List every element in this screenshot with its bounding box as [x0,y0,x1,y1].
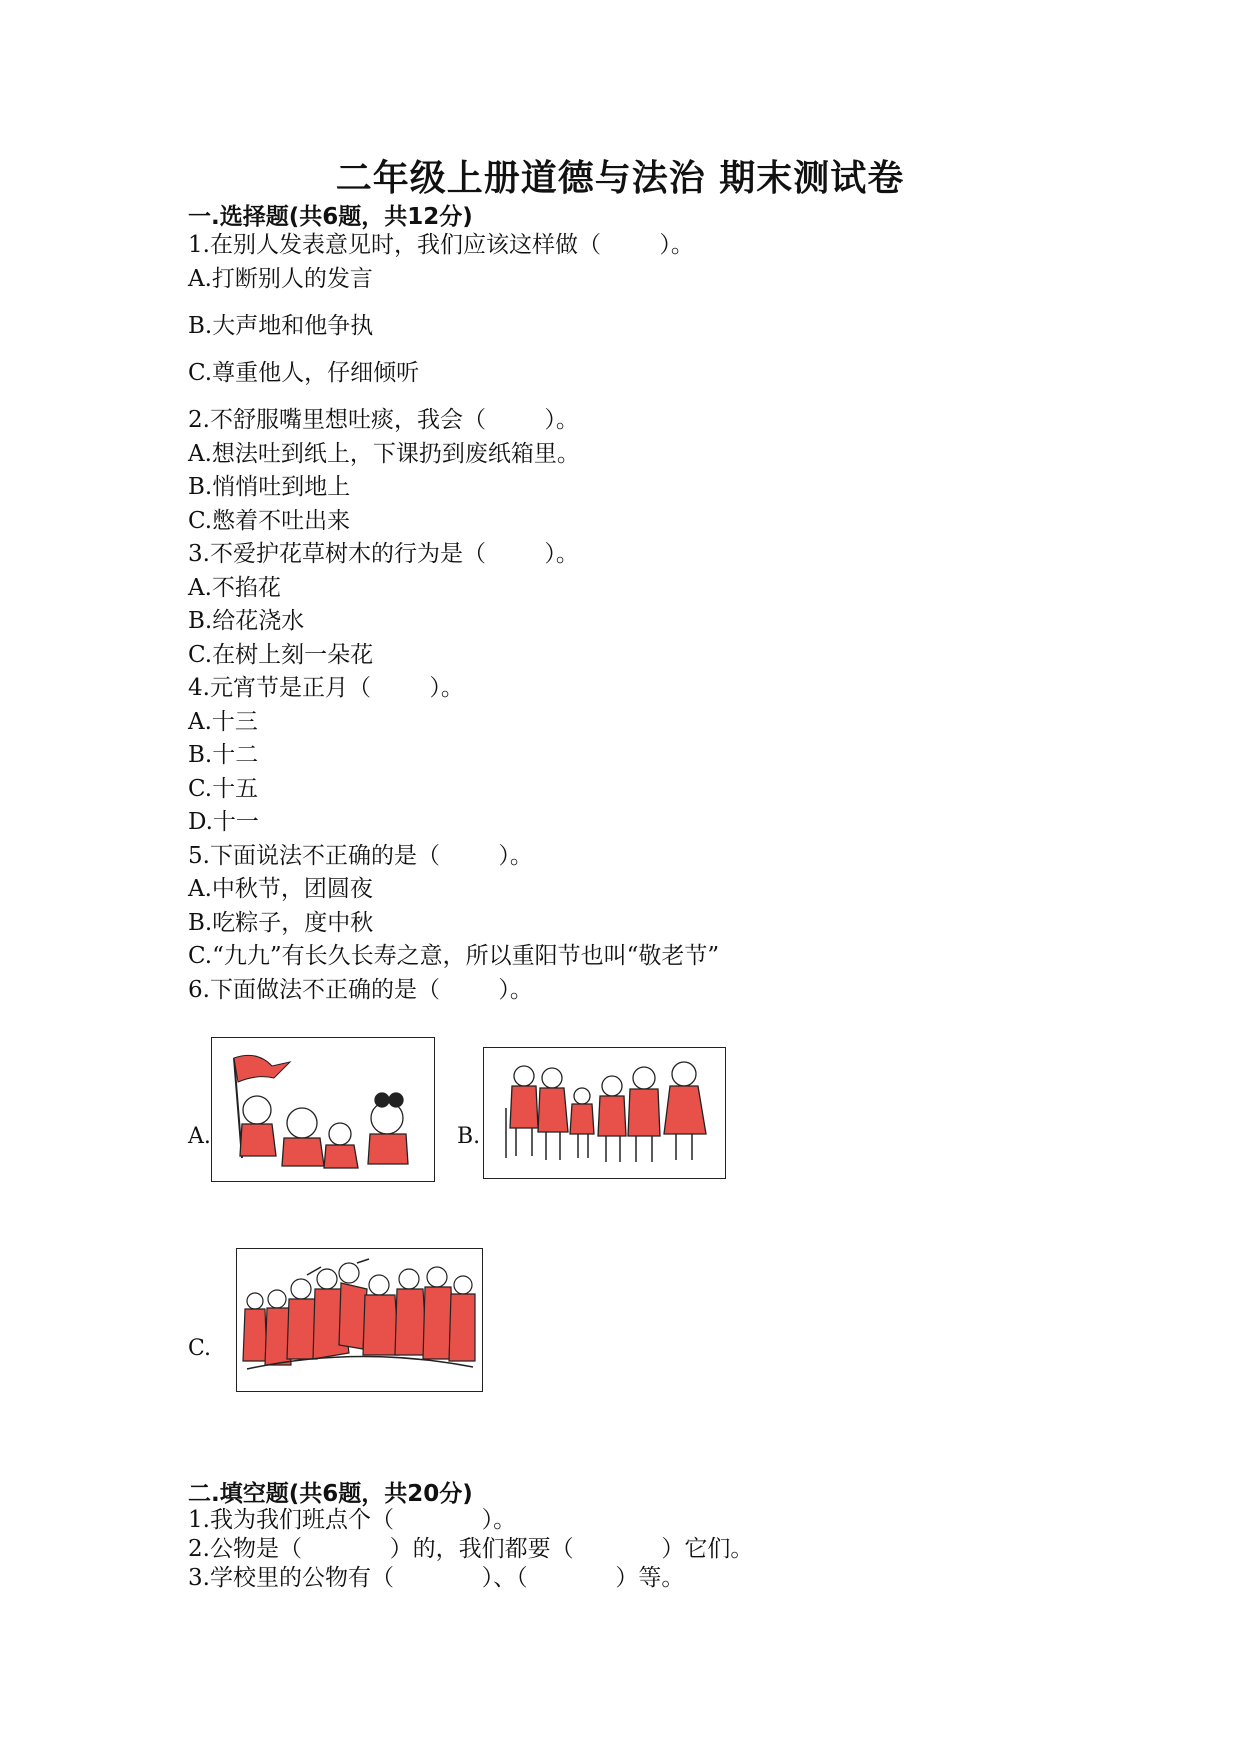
question-3-stem: 3.不爱护花草树木的行为是（ ）。 [188,541,579,567]
question-6-option-b-label: B. [457,1124,481,1149]
question-2-option-b: B.悄悄吐到地上 [188,474,351,500]
question-2-stem: 2.不舒服嘴里想吐痰，我会（ ）。 [188,407,579,433]
question-4-option-a: A.十三 [188,709,258,735]
children-crowding-illustration [237,1249,482,1391]
question-6-option-a-picture [211,1037,435,1182]
question-5-stem: 5.下面说法不正确的是（ ）。 [188,843,533,869]
section-heading-fill-in: 二.填空题(共6题，共20分) [188,1481,473,1507]
section-heading-choice: 一.选择题(共6题，共12分) [188,204,473,230]
fill-question-1: 1.我为我们班点个（ ）。 [188,1507,517,1533]
question-5-option-a: A.中秋节，团圆夜 [188,876,373,902]
children-with-flag-illustration [212,1038,434,1181]
question-5-option-c: C.“九九”有长久长寿之意，所以重阳节也叫“敬老节” [188,943,720,969]
question-1-stem: 1.在别人发表意见时，我们应该这样做（ ）。 [188,232,694,258]
question-2-option-a: A.想法吐到纸上，下课扔到废纸箱里。 [188,441,580,467]
question-1-option-c: C.尊重他人，仔细倾听 [188,360,420,386]
question-6-stem: 6.下面做法不正确的是（ ）。 [188,977,533,1003]
question-4-option-d: D.十一 [188,809,259,835]
question-1-option-b: B.大声地和他争执 [188,313,374,339]
fill-question-2: 2.公物是（ ）的，我们都要（ ）它们。 [188,1536,754,1562]
question-4-stem: 4.元宵节是正月（ ）。 [188,675,464,701]
fill-question-3: 3.学校里的公物有（ ）、（ ）等。 [188,1565,685,1591]
question-6-option-a-label: A. [188,1124,211,1149]
page-title: 二年级上册道德与法治 期末测试卷 [335,158,905,199]
question-3-option-c: C.在树上刻一朵花 [188,642,374,668]
question-6-option-c-label: C. [188,1336,212,1361]
question-3-option-a: A.不掐花 [188,575,281,601]
question-5-option-b: B.吃粽子，度中秋 [188,910,374,936]
question-6-option-b-picture [483,1047,726,1179]
children-queueing-illustration [484,1048,725,1178]
question-2-option-c: C.憋着不吐出来 [188,508,351,534]
question-4-option-c: C.十五 [188,776,259,802]
question-6-option-c-picture [236,1248,483,1392]
question-4-option-b: B.十二 [188,742,259,768]
question-1-option-a: A.打断别人的发言 [188,266,373,292]
question-3-option-b: B.给花浇水 [188,608,305,634]
